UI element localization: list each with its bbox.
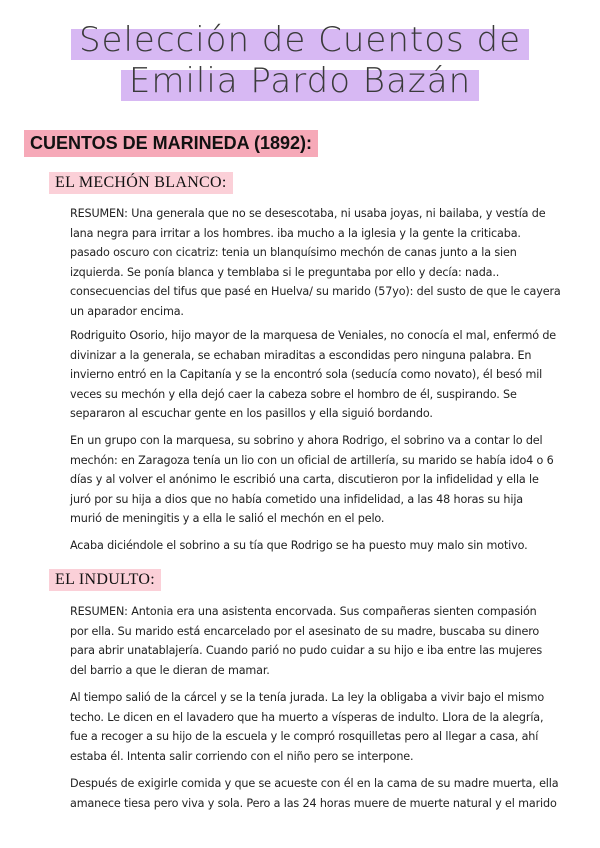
text-line: juró por su hija a dios que no había cometido una infidelidad, a las 48 horas su hija (70, 492, 523, 506)
text-line: murió de meningitis y a ella le salió el mechón en el pelo. (70, 512, 385, 525)
story-heading-el-indulto: EL INDULTO: (49, 569, 161, 591)
paragraph (70, 204, 570, 321)
text-line: Después de exigirle comida y que se acueste con él en la cama de su madre muerta, ella (70, 777, 559, 790)
text-line: consecuencias del tifus que pasé en Huelva/ su marido (57yo): del susto de que le cayera (70, 285, 561, 298)
story-heading-mechon-blanco: EL MECHÓN BLANCO: (49, 172, 233, 194)
text-line: amanece tiesa pero viva y sola. Pero a las 24 horas muere de muerte natural y el marido (70, 796, 557, 810)
text-line: del barrio a que le dieran de mamar. (70, 663, 270, 677)
paragraph (70, 602, 570, 680)
text-line: lana negra para irritar a los hombres. iba mucho a la iglesia y la gente la criticaba. (70, 226, 521, 240)
text-line: techo. Le dicen en el lavadero que ha muerto a vísperas de indulto. Llora de la alegría, (70, 710, 544, 724)
title-text-2: Emilia Pardo Bazán (121, 61, 479, 101)
paragraph (70, 688, 570, 766)
text-line: para abrir unatablajería. Cuando parió no pudo cuidar a su hijo e iba entre las mujeres (70, 644, 543, 657)
text-line: invierno entró en la Capitanía y se la encontró sola (seducía como novato), él besó mil (70, 368, 543, 381)
text-line: pasado oscuro con cicatriz: tenia un blanquísimo mechón de canas junto a la sien (70, 246, 517, 259)
text-line: RESUMEN: Antonia era una asistenta encorvada. Sus compañeras sienten compasión (70, 605, 537, 618)
paragraph (70, 774, 570, 813)
text-line: RESUMEN: Una generala que no se desescotaba, ni usaba joyas, ni bailaba, y vestía de (70, 207, 546, 220)
document-title-line-1 (0, 20, 600, 60)
text-line: Al tiempo salió de la cárcel y se la tenía jurada. La ley la obligaba a vivir bajo el mismo (70, 691, 545, 704)
text-line: En un grupo con la marquesa, su sobrino y ahora Rodrigo, el sobrino va a contar lo del (70, 434, 543, 447)
paragraph (70, 536, 570, 556)
paragraph (70, 431, 570, 529)
section-heading: CUENTOS DE MARINEDA (1892): (24, 130, 318, 157)
text-line: izquierda. Se ponía blanca y temblaba si le preguntaba por ello y decía: nada.. (70, 265, 500, 279)
text-line: separaron al escuchar gente en los pasillos y ella siguió bordando. (70, 407, 433, 420)
text-line: días y al volver el anónimo le escribió una carta, discutieron por la infidelidad y ella le (70, 473, 539, 486)
text-line: Rodriguito Osorio, hijo mayor de la marquesa de Veniales, no conocía el mal, enfermó de (70, 329, 557, 342)
text-line: un aparador encima. (70, 304, 184, 318)
title-text-1: Selección de Cuentos de (71, 20, 529, 60)
text-line: Acaba diciéndole el sobrino a su tía que Rodrigo se ha puesto muy malo sin motivo. (70, 539, 528, 552)
document-title-line-2 (0, 61, 600, 101)
text-line: mechón: en Zaragoza tenía un lio con un oficial de artillería, su marido se había ido4 o 6 (70, 453, 554, 467)
text-line: por ella. Su marido está encarcelado por el asesinato de su madre, buscaba su dinero (70, 624, 540, 638)
text-line: veces su mechón y ella dejó caer la cabeza sobre el hombro de él, suspirando. Se (70, 387, 517, 401)
text-line: divinizar a la generala, se echaban miraditas a escondidas pero ninguna palabra. En (70, 348, 532, 362)
text-line: estaba él. Intenta salir corriendo con el niño pero se interpone. (70, 749, 414, 763)
text-line: fue a recoger a su hijo de la escuela y le compró rosquilletas pero al llegar a casa, ahí (70, 730, 539, 743)
paragraph (70, 326, 570, 424)
